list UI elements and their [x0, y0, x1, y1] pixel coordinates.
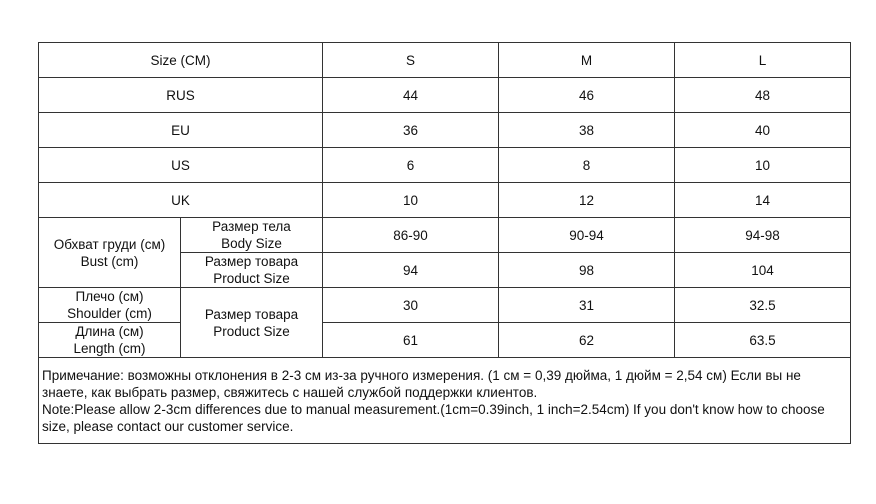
product-size-label-en: Product Size	[213, 271, 290, 286]
cell-value: 62	[499, 323, 675, 358]
cell-value: 10	[323, 183, 499, 218]
cell-value: 32.5	[675, 288, 851, 323]
cell-value: 98	[499, 253, 675, 288]
cell-value: 30	[323, 288, 499, 323]
cell-value: 44	[323, 78, 499, 113]
cell-value: 12	[499, 183, 675, 218]
cell-value: 63.5	[675, 323, 851, 358]
length-label-ru: Длина (см)	[75, 324, 144, 339]
row-label: US	[39, 148, 323, 183]
product-size-label-ru: Размер товара	[204, 254, 299, 269]
product-group-label-en: Product Size	[213, 323, 290, 339]
length-label-en: Length (cm)	[73, 341, 146, 356]
cell-value: 86-90	[323, 218, 499, 253]
bust-label-ru: Обхват груди (см)	[53, 236, 166, 252]
table-row-us	[39, 148, 851, 183]
body-size-label	[181, 218, 323, 253]
row-label: RUS	[39, 78, 323, 113]
cell-value: 14	[675, 183, 851, 218]
note-row	[39, 358, 851, 444]
cell-value: 8	[499, 148, 675, 183]
cell-value: 46	[499, 78, 675, 113]
cell-value: 31	[499, 288, 675, 323]
bust-label-en: Bust (cm)	[80, 253, 139, 269]
product-size-group-label	[181, 288, 323, 358]
cell-value: 6	[323, 148, 499, 183]
length-label	[39, 323, 181, 358]
product-group-label-ru: Размер товара	[204, 306, 299, 322]
table-row-shoulder	[39, 288, 851, 323]
size-header-m: M	[499, 43, 675, 78]
size-header-l: L	[675, 43, 851, 78]
row-label: UK	[39, 183, 323, 218]
cell-value: 94	[323, 253, 499, 288]
cell-value: 40	[675, 113, 851, 148]
body-size-label-ru: Размер тела	[212, 219, 291, 234]
bust-label	[39, 218, 181, 288]
header-row	[39, 43, 851, 78]
product-size-label	[181, 253, 323, 288]
note-ru: Примечание: возможны отклонения в 2-3 см из-за ручного измерения. (1 см = 0,39 дюйма, 1 дюйм = 2,54 см) Если вы не знаете, как выбрать размер, свяжитесь с нашей службой поддержки клиентов.	[42, 367, 801, 400]
cell-value: 36	[323, 113, 499, 148]
shoulder-label-ru: Плечо (см)	[75, 289, 144, 304]
row-label: EU	[39, 113, 323, 148]
cell-value: 48	[675, 78, 851, 113]
body-size-label-en: Body Size	[221, 236, 282, 251]
cell-value: 90-94	[499, 218, 675, 253]
table-row-uk	[39, 183, 851, 218]
note-cell	[39, 358, 851, 444]
cell-value: 10	[675, 148, 851, 183]
table-row-bust-body	[39, 218, 851, 253]
size-chart-table	[38, 42, 851, 444]
cell-value: 61	[323, 323, 499, 358]
table-row-eu	[39, 113, 851, 148]
table-row-rus	[39, 78, 851, 113]
cell-value: 38	[499, 113, 675, 148]
size-header-label: Size (CM)	[39, 43, 323, 78]
note-en: Note:Please allow 2-3cm differences due to manual measurement.(1cm=0.39inch, 1 inch=2.54cm) If you don't know how to choose size, please contact our customer service.	[42, 401, 825, 434]
cell-value: 94-98	[675, 218, 851, 253]
shoulder-label	[39, 288, 181, 323]
size-header-s: S	[323, 43, 499, 78]
table-row-length	[39, 323, 851, 358]
cell-value: 104	[675, 253, 851, 288]
shoulder-label-en: Shoulder (cm)	[67, 306, 152, 321]
